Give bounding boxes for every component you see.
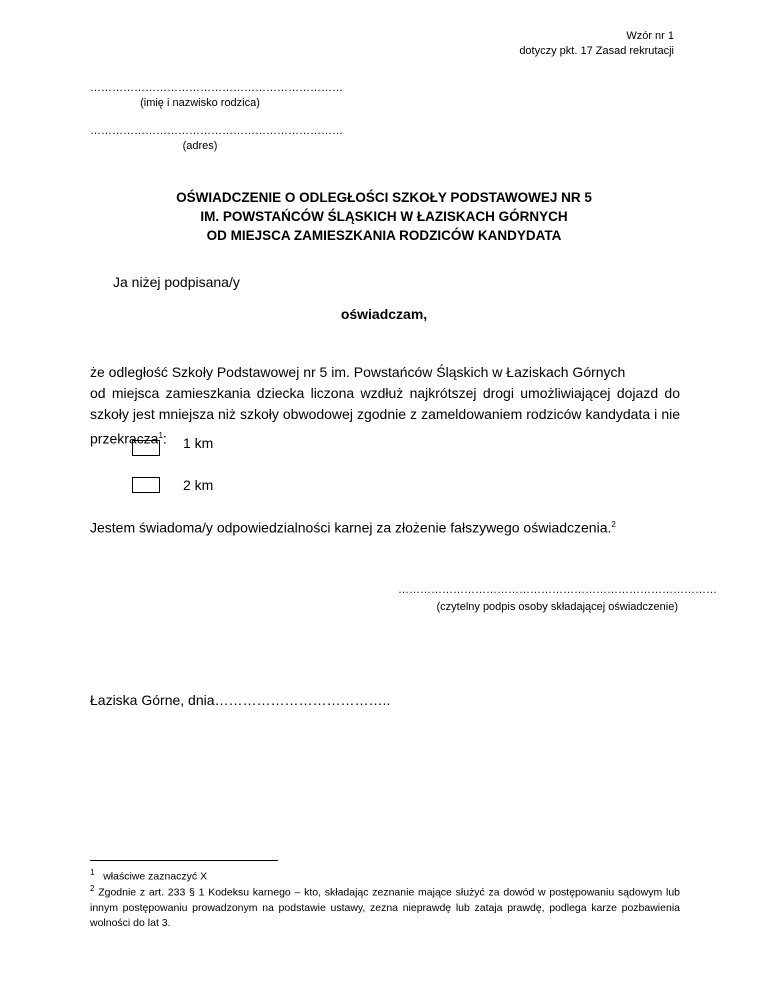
statement-line-2: od miejsca zamieszkania dziecka liczona wzdłuż najkrótszej drogi umożliwiającej dojazd do szkoły jest mniejsza niż szkoły obwodowej zgodnie z zameldowaniem rodziców kandydata i nie przekracza — [90, 385, 680, 447]
intro-text: Ja niżej podpisana/y — [113, 274, 240, 290]
footnote-2 — [90, 881, 680, 931]
signature-field[interactable]: …………………………………………………………………………… — [398, 584, 717, 596]
liability-statement — [90, 514, 616, 539]
statement-tail: : — [162, 430, 167, 447]
template-number: Wzór nr 1 — [626, 30, 674, 42]
footnote-1-text: właściwe zaznaczyć X — [103, 870, 208, 883]
parent-name-label: (imię i nazwisko rodzica) — [140, 97, 260, 109]
template-reference: dotyczy pkt. 17 Zasad rekrutacji — [519, 45, 674, 57]
checkbox-2km[interactable] — [132, 477, 160, 493]
footnote-2-text: Zgodnie z art. 233 § 1 Kodeksu karnego – kto, składając zeznanie mające służyć za dowód w postępowaniu sądowym lub innym postępowaniu prowadzonym na podstawie ustawy, zezna nieprawdę lub zataja prawdę, podlega karze pozbawienia wolności do lat 3. — [90, 886, 680, 929]
option-1km-label: 1 km — [183, 435, 214, 451]
footnote-separator — [90, 860, 278, 861]
signature-label: (czytelny podpis osoby składającej oświadczenie) — [436, 601, 678, 613]
title-line-3: OD MIEJSCA ZAMIESZKANIA RODZICÓW KANDYDATA — [206, 228, 562, 243]
footnote-ref-1: 1 — [158, 431, 163, 440]
parent-address-field[interactable]: …………………………………………………………… — [90, 125, 343, 137]
footnote-mark-2: 2 — [90, 884, 95, 893]
declare-text: oświadczam, — [340, 306, 428, 322]
statement-body — [90, 383, 680, 450]
liability-text: Jestem świadoma/y odpowiedzialności karnej za złożenie fałszywego oświadczenia. — [90, 519, 612, 536]
footnote-mark-1: 1 — [90, 868, 95, 877]
title-line-2: IM. POWSTAŃCÓW ŚLĄSKICH W ŁAZISKACH GÓRNYCH — [200, 209, 568, 224]
footnote-ref-2: 2 — [611, 520, 616, 529]
parent-name-field[interactable]: …………………………………………………………… — [90, 82, 343, 94]
option-2km-label: 2 km — [183, 477, 214, 493]
statement-line-1: że odległość Szkoły Podstawowej nr 5 im. Powstańców Śląskich w Łaziskach Górnych — [90, 364, 626, 380]
document-title — [90, 188, 678, 245]
place-date-field[interactable]: Łaziska Górne, dnia……………………………….. — [90, 692, 391, 708]
checkbox-1km[interactable] — [132, 440, 160, 456]
parent-address-label: (adres) — [182, 140, 218, 152]
title-line-1: OŚWIADCZENIE O ODLEGŁOŚCI SZKOŁY PODSTAWOWEJ NR 5 — [176, 190, 592, 205]
